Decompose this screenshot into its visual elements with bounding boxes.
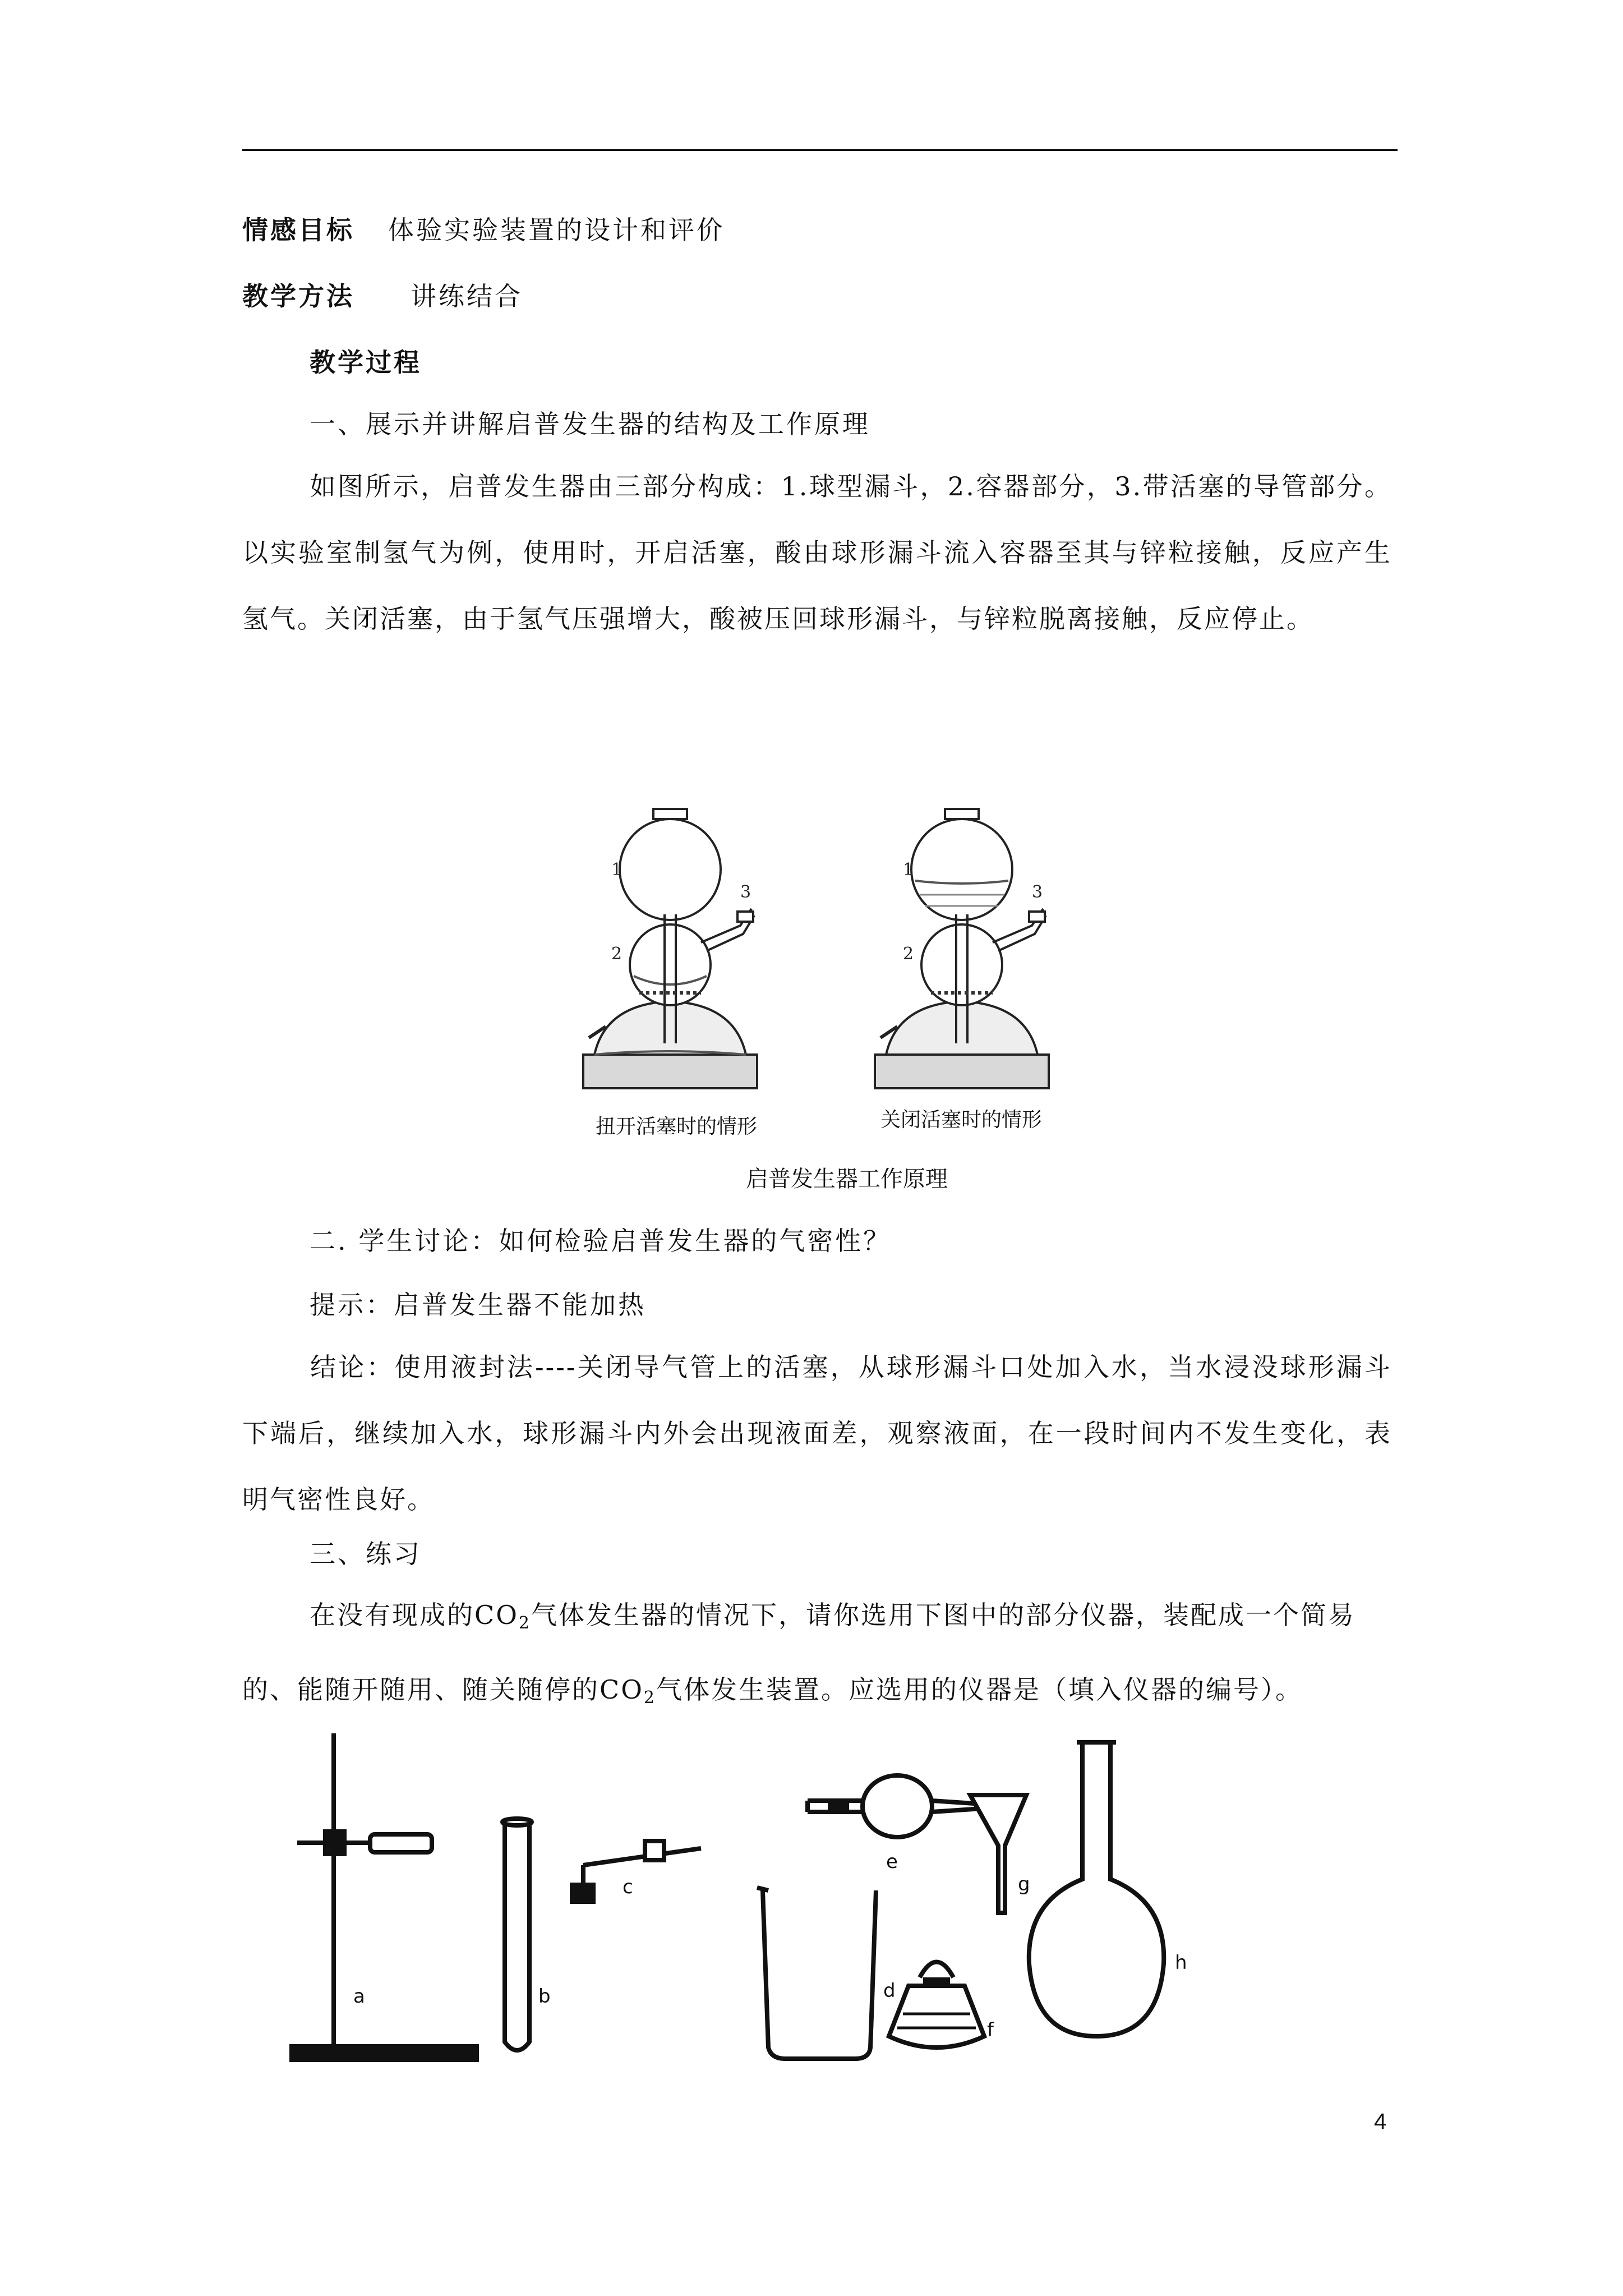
kipp-left-apparatus bbox=[583, 809, 757, 1088]
test-tube bbox=[505, 1823, 529, 2050]
section1-paragraph bbox=[242, 453, 1392, 652]
section2-hint: 提示：启普发生器不能加热 bbox=[310, 1290, 646, 1320]
kipp-right-label-3: 3 bbox=[1032, 882, 1043, 902]
affect-goal-text: 体验实验装置的设计和评价 bbox=[388, 215, 725, 245]
teaching-method-row bbox=[242, 279, 523, 313]
label-a: a bbox=[353, 1985, 365, 2008]
iron-stand bbox=[292, 1733, 477, 2060]
kipp-right-label-1: 1 bbox=[903, 860, 914, 880]
process-heading: 教学过程 bbox=[310, 347, 422, 378]
label-c: c bbox=[623, 1876, 633, 1898]
alcohol-lamp bbox=[889, 1962, 984, 2048]
round-flask bbox=[1029, 1742, 1164, 2036]
kipp-right-caption: 关闭活塞时的情形 bbox=[880, 1108, 1043, 1131]
co2-formula-2: $CO_2$ bbox=[600, 1674, 657, 1708]
section1-paragraph-text: 如图所示，启普发生器由三部分构成：1.球型漏斗，2.容器部分，3.带活塞的导管部分。以实验室制氢气为例，使用时，开启活塞，酸由球形漏斗流入容器至其与锌粒接触，反应产生氢气。关闭活塞，由于氢气压强增大，酸被压回球形漏斗，与锌粒脱离接触，反应停止。 bbox=[242, 471, 1392, 634]
section1-title: 一、展示并讲解启普发生器的结构及工作原理 bbox=[310, 409, 870, 439]
apparatus-diagram bbox=[280, 1722, 1346, 2081]
kipp-right-label-2: 2 bbox=[903, 944, 914, 964]
kipp-left-caption: 扭开活塞时的情形 bbox=[596, 1115, 758, 1138]
section3-question bbox=[242, 1582, 1392, 1731]
kipp-right-apparatus bbox=[875, 809, 1049, 1088]
section3-title: 三、练习 bbox=[310, 1539, 422, 1569]
co2-formula-1: $CO_2$ bbox=[474, 1600, 532, 1633]
label-d: d bbox=[883, 1980, 896, 2002]
kipp-left-label-1: 1 bbox=[611, 860, 623, 880]
clip-tube bbox=[572, 1841, 701, 1902]
label-h: h bbox=[1175, 1952, 1187, 1974]
affect-goal-row bbox=[242, 213, 725, 247]
apparatus-figure bbox=[280, 1722, 1346, 2081]
teaching-method-label: 教学方法 bbox=[242, 281, 354, 311]
label-b: b bbox=[538, 1985, 551, 2008]
section2-conclusion-text: 结论：使用液封法----关闭导气管上的活塞，从球形漏斗口处加入水，当水浸没球形漏斗下端后，继续加入水，球形漏斗内外会出现液面差，观察液面，在一段时间内不发生变化，表明气密性良好。 bbox=[242, 1352, 1392, 1515]
kipp-left-label-3: 3 bbox=[740, 882, 751, 902]
teaching-method-text: 讲练结合 bbox=[411, 281, 523, 311]
beaker bbox=[763, 1890, 876, 2059]
q-part1: 在没有现成的 bbox=[310, 1600, 474, 1630]
label-e: e bbox=[886, 1851, 898, 1873]
section2-conclusion bbox=[242, 1334, 1392, 1533]
q-part3: 气体发生装置。应选用的仪器是（填入仪器的编号）。 bbox=[656, 1674, 1303, 1705]
affect-goal-label: 情感目标 bbox=[242, 215, 354, 245]
header-rule bbox=[242, 149, 1398, 151]
kipp-left-label-2: 2 bbox=[611, 944, 623, 964]
kipp-figure-title: 启普发生器工作原理 bbox=[746, 1166, 948, 1192]
page-number: 4 bbox=[1374, 2109, 1387, 2134]
label-g: g bbox=[1018, 1873, 1030, 1895]
q-part2: 气体发生器的情况下，请你选用下图中的部分仪器，装配成一个简易的、能随开随用、随关随停的 bbox=[242, 1600, 1356, 1705]
section2-title: 二. 学生讨论：如何检验启普发生器的气密性？ bbox=[310, 1226, 892, 1256]
label-f: f bbox=[987, 2019, 994, 2041]
